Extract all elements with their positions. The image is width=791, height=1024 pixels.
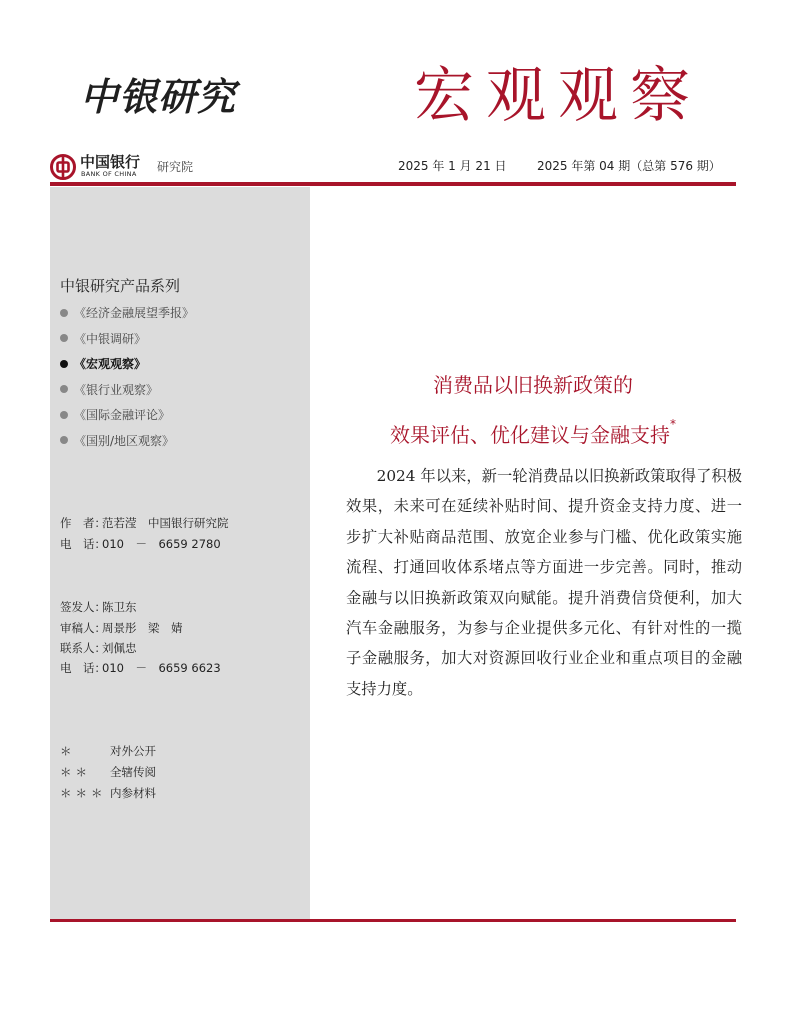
series-item: 《经济金融展望季报》 (60, 304, 194, 330)
headline-line-2: 效果评估、优化建议与金融支持* (390, 417, 676, 447)
series-title: 中银研究产品系列 (60, 277, 181, 295)
sidebar-panel (50, 187, 310, 919)
bullet-icon (60, 360, 68, 368)
footnote-mark: * (670, 417, 676, 431)
brand-calligraphy-logo: 中银研究 (80, 74, 237, 119)
bullet-icon (60, 309, 68, 317)
legend-public: ＊ 对外公开 (60, 744, 156, 758)
issue-number: 2025 年第 04 期（总第 576 期） (537, 159, 721, 173)
author-phone-line: 电 话：010 － 6659 2780 (60, 537, 221, 551)
contact-phone-line: 电 话：010 － 6659 6623 (60, 661, 221, 675)
bank-of-china-logo-icon (50, 154, 76, 180)
series-item: 《国别/地区观察》 (60, 432, 194, 458)
headline-line-1: 消费品以旧换新政策的 (433, 373, 633, 397)
bank-name-cn: 中国银行 (80, 153, 141, 171)
bottom-divider (50, 919, 736, 922)
top-divider (50, 182, 736, 186)
bullet-icon (60, 334, 68, 342)
legend-internal: ＊＊ 全辖传阅 (60, 765, 156, 779)
report-date: 2025 年 1 月 21 日 (398, 159, 507, 173)
reviewer-line: 审稿人：周景彤 梁 婧 (60, 621, 183, 635)
series-item: 《银行业观察》 (60, 381, 194, 407)
bank-name-en: BANK OF CHINA (81, 170, 137, 178)
bullet-icon (60, 385, 68, 393)
issuer-line: 签发人：陈卫东 (60, 600, 137, 614)
author-line: 作 者：范若滢 中国银行研究院 (60, 516, 229, 530)
report-title: 宏观观察 (414, 61, 702, 131)
series-item: 《中银调研》 (60, 330, 194, 356)
series-item-active: 《宏观观察》 (60, 355, 194, 381)
series-list (60, 304, 194, 458)
series-item: 《国际金融评论》 (60, 406, 194, 432)
legend-confidential: ＊＊＊ 内参材料 (60, 786, 156, 800)
abstract-paragraph: 2024 年以来，新一轮消费品以旧换新政策取得了积极效果，未来可在延续补贴时间、提升资金支持力度、进一步扩大补贴商品范围、放宽企业参与门槛、优化政策实施流程、打通回收体系堵点等方面进一步完善。同时，推动金融与以旧换新政策双向赋能。提升消费信贷便利，加大汽车金融服务，为参与企业提供多元化、有针对性的一揽子金融服务，加大对资源回收行业企业和重点项目的金融支持力度。 (346, 467, 742, 698)
contact-line: 联系人：刘佩忠 (60, 641, 137, 655)
bullet-icon (60, 436, 68, 444)
institute-label: 研究院 (157, 160, 194, 174)
bullet-icon (60, 411, 68, 419)
